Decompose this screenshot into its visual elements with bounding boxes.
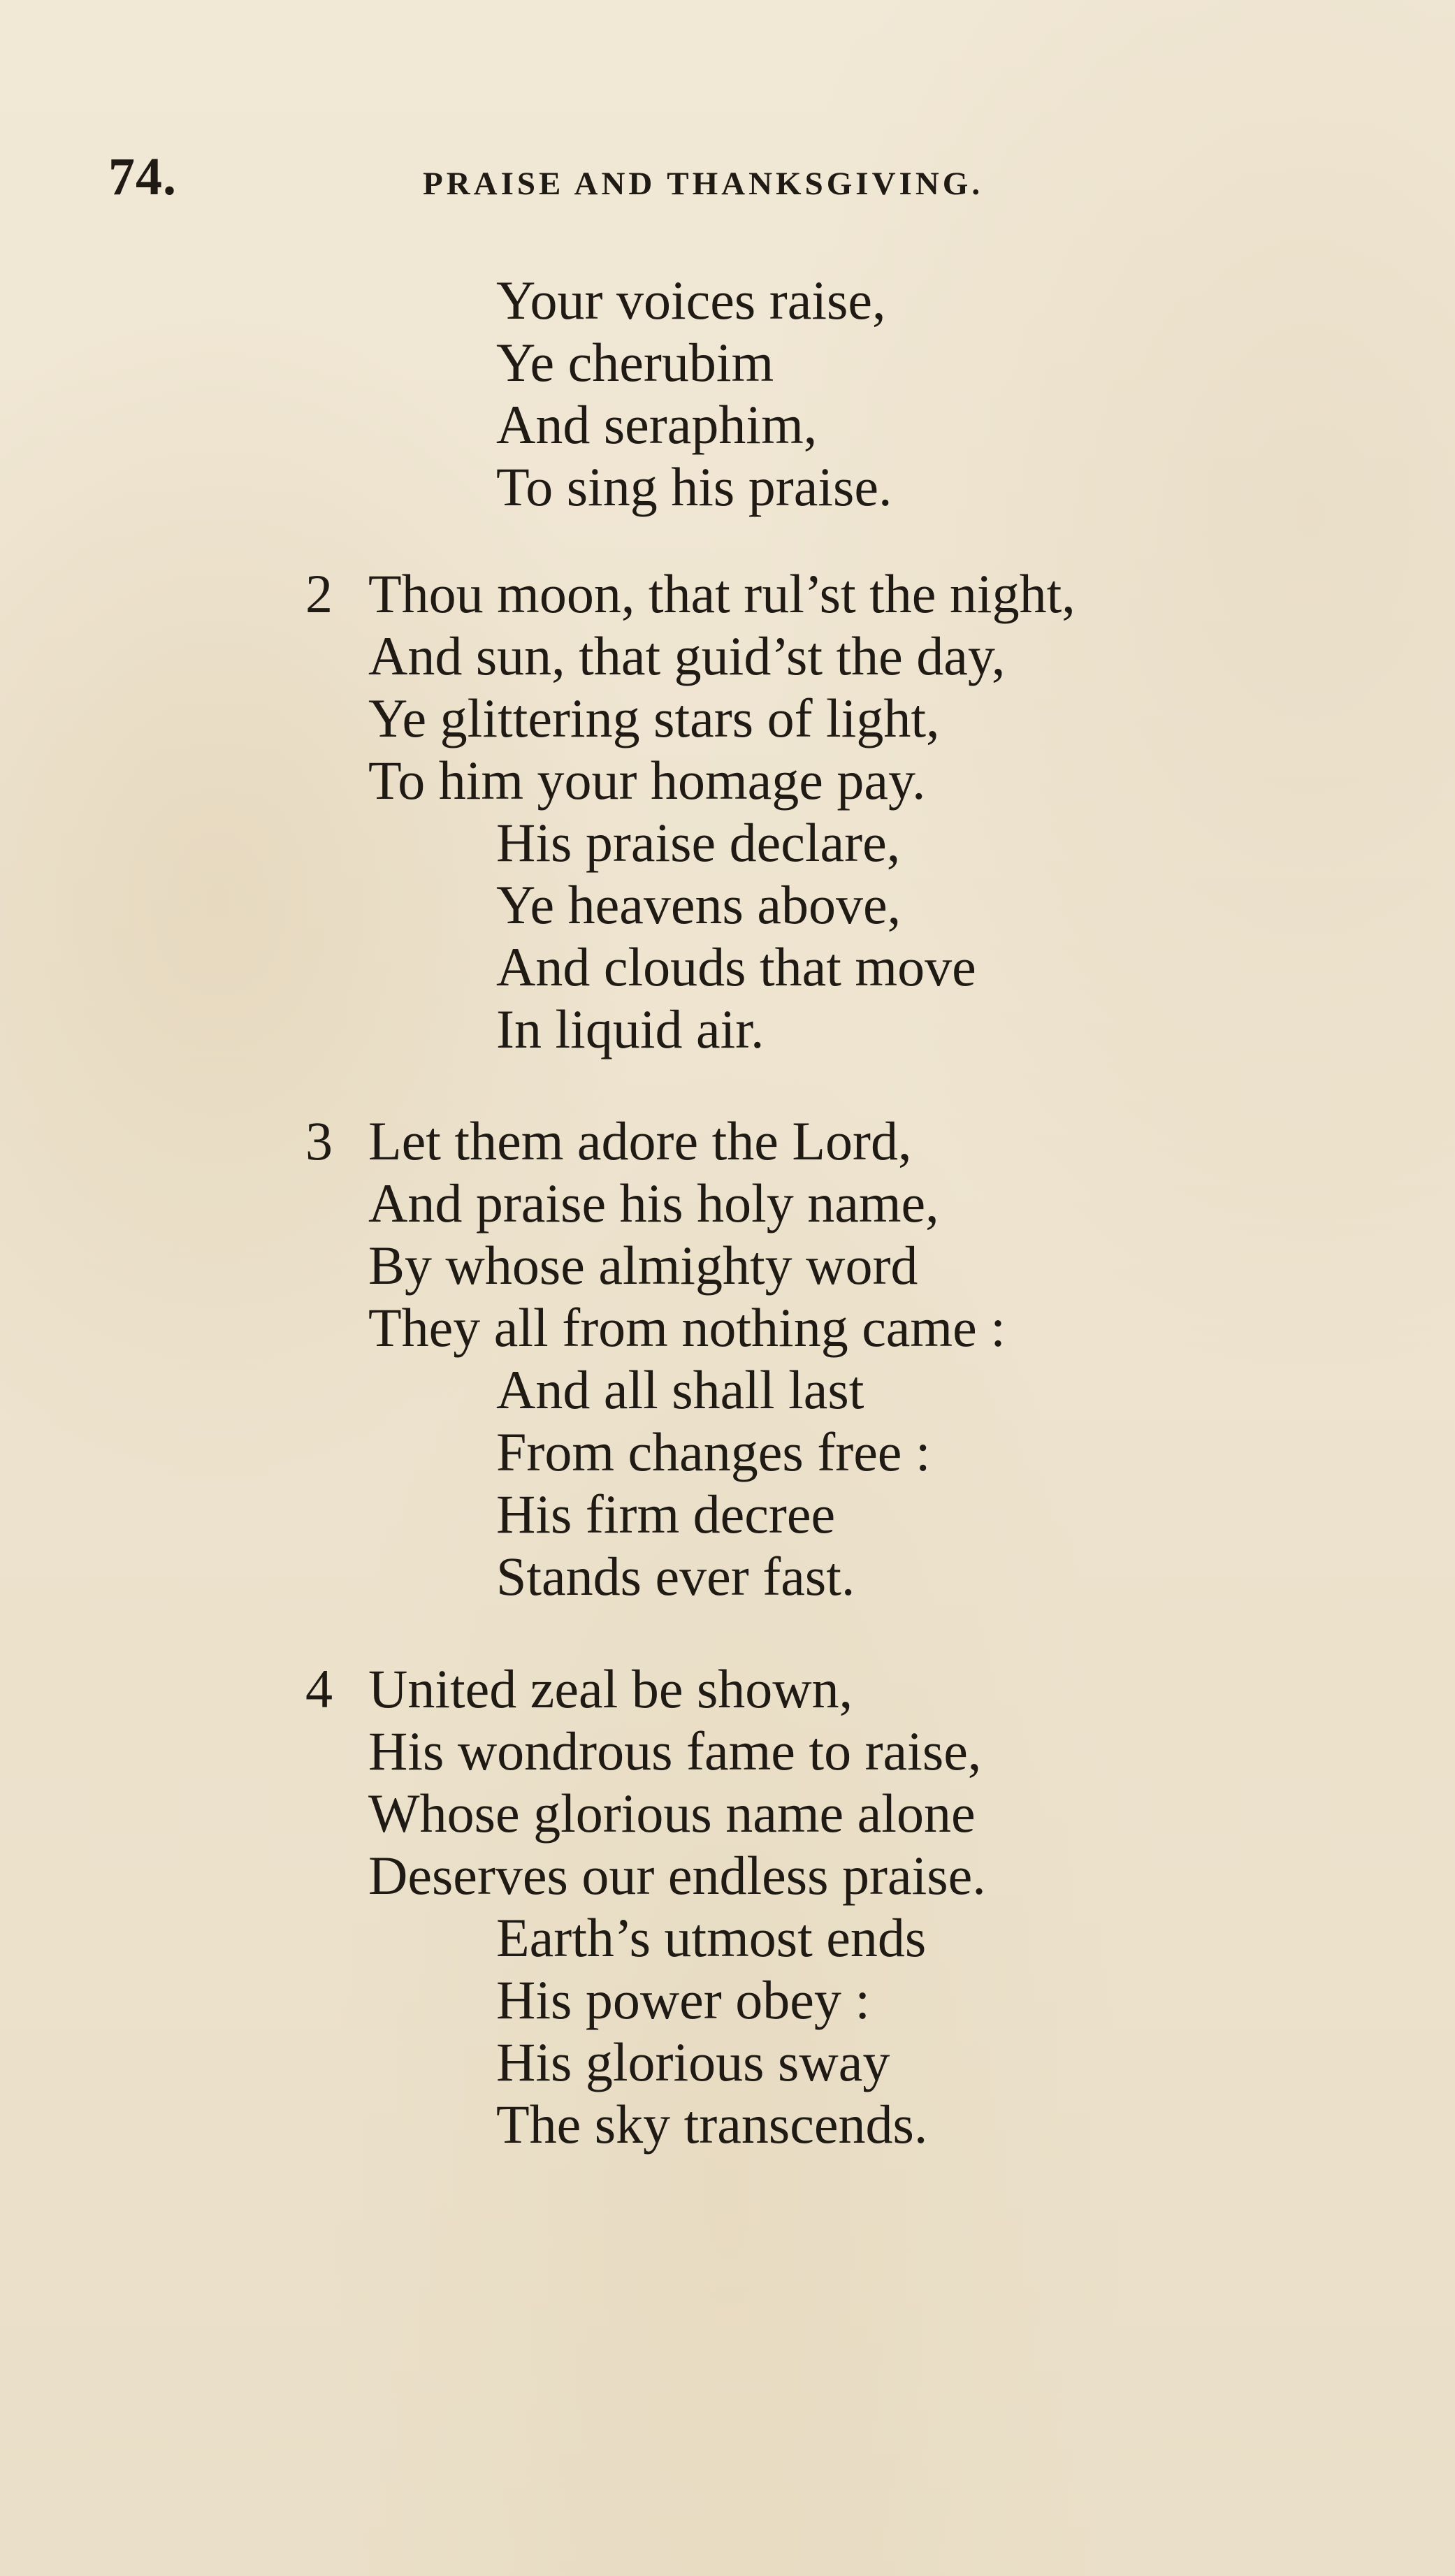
stanza-number: 3 bbox=[305, 1110, 333, 1171]
verse-line: They all from nothing came : bbox=[368, 1297, 1006, 1358]
verse-line: By whose almighty word bbox=[368, 1235, 918, 1296]
stanza-number: 2 bbox=[305, 563, 333, 624]
verse-line: Your voices raise, bbox=[496, 270, 886, 331]
verse-line: And sun, that guid’st the day, bbox=[368, 625, 1006, 686]
verse-line: And praise his holy name, bbox=[368, 1173, 939, 1233]
verse-line: Ye cherubim bbox=[496, 332, 774, 393]
verse-line: In liquid air. bbox=[496, 999, 765, 1059]
verse-line: Thou moon, that rul’st the night, bbox=[368, 563, 1076, 624]
verse-line: His firm decree bbox=[496, 1484, 836, 1544]
verse-line: Whose glorious name alone bbox=[368, 1783, 976, 1844]
running-title: PRAISE AND THANKSGIVING. bbox=[423, 166, 984, 202]
verse-line: Ye heavens above, bbox=[496, 874, 902, 935]
verse-line: To him your homage pay. bbox=[368, 750, 926, 811]
verse-line: Let them adore the Lord, bbox=[368, 1110, 912, 1171]
verse-line: Earth’s utmost ends bbox=[496, 1907, 927, 1968]
verse-line: Stands ever fast. bbox=[496, 1546, 855, 1607]
verse-line: From changes free : bbox=[496, 1421, 931, 1482]
verse-line: United zeal be shown, bbox=[368, 1658, 853, 1719]
verse-line: His power obey : bbox=[496, 1969, 871, 2030]
stanza-number: 4 bbox=[305, 1658, 333, 1719]
verse-line: And clouds that move bbox=[496, 936, 976, 997]
verse-line: Ye glittering stars of light, bbox=[368, 688, 940, 748]
verse-line: To sing his praise. bbox=[496, 456, 892, 517]
page-number: 74. bbox=[108, 147, 177, 206]
verse-line: His wondrous fame to raise, bbox=[368, 1721, 982, 1781]
verse-line: And seraphim, bbox=[496, 394, 818, 455]
verse-line: The sky transcends. bbox=[496, 2094, 928, 2155]
verse-line: And all shall last bbox=[496, 1359, 864, 1420]
verse-line: Deserves our endless praise. bbox=[368, 1845, 986, 1906]
verse-line: His praise declare, bbox=[496, 812, 901, 873]
verse-line: His glorious sway bbox=[496, 2032, 890, 2092]
